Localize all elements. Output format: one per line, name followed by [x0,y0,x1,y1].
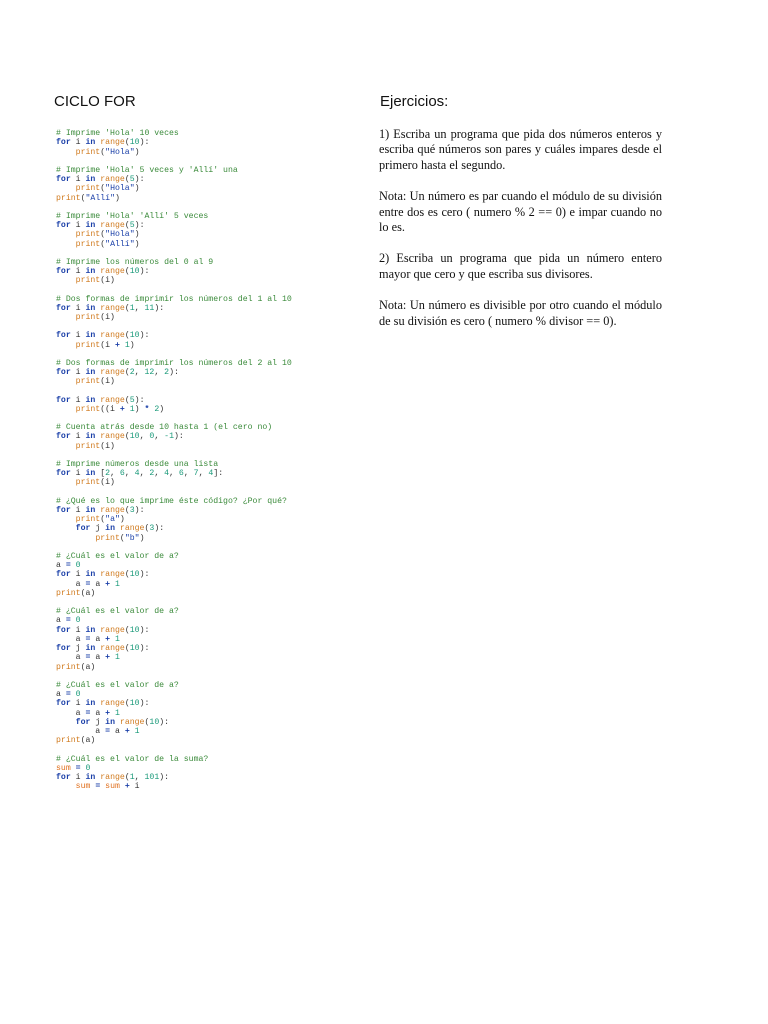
code-line: for i in [2, 6, 4, 2, 4, 6, 7, 4]: [56,469,224,478]
code-line: for i in range(3): [56,505,145,515]
code-line: print(i) [75,276,115,286]
code-line: print(i) [75,478,115,488]
code-line: for i in range(5): [56,175,145,184]
code-line: for i in range(10): [56,699,150,709]
code-line: print("Allí") [75,239,140,249]
code-line: print(i) [75,377,115,387]
code-line: # Imprime los números del 0 al 9 [56,257,214,267]
note-2: Nota: Un número es divisible por otro cuando el módulo de su división es cero ( numero % divisor == 0). [379,298,662,328]
exercise-2: 2) Escriba un programa que pida un número entero mayor que cero y que escriba sus divisores. [379,251,662,281]
code-line: # ¿Cuál es el valor de la suma? [56,754,209,764]
code-line: print("Hola") [75,147,140,157]
code-line: print(a) [56,662,96,672]
code-line: for i in range(5): [56,395,145,405]
code-line: for i in range(10): [56,331,150,341]
code-line: for i in range(10): [56,267,150,276]
code-line: a = 0 [56,561,81,570]
code-line: print("Hola") [75,230,140,240]
code-line: # Imprime 'Hola' 5 veces y 'Allí' una [56,165,238,175]
code-line: # Imprime 'Hola' 10 veces [56,129,179,138]
code-line: print("Hola") [75,184,140,194]
code-line: for i in range(1, 11): [56,303,165,313]
code-line: print((i + 1) * 2) [75,404,165,414]
note-1: Nota: Un número es par cuando el módulo de su división entre dos es cero ( numero % 2 == 0) e impar cuando no lo es. [379,189,662,235]
code-block [56,212,366,249]
code-line: a = a + 1 [56,727,140,736]
code-line: # Cuenta atrás desde 10 hasta 1 (el cero no) [56,423,273,432]
code-line: for j in range(3): [75,524,165,534]
code-line: a = 0 [56,616,81,626]
code-line: print(a) [56,736,96,746]
code-line: print(a) [56,588,96,598]
code-line: # Imprime 'Hola' 'Allí' 5 veces [56,211,209,221]
code-line: print(i + 1) [75,340,135,350]
code-block [56,396,366,415]
code-line: for i in range(10, 0, -1): [56,432,184,442]
code-block [56,166,366,203]
code-block [56,331,366,350]
left-column-title: CICLO FOR [54,93,136,110]
code-block [56,129,366,157]
code-line: for j in range(10): [56,644,150,653]
code-line: a = a + 1 [56,634,120,644]
code-line: print("Allí") [56,193,120,203]
code-block [56,552,366,598]
code-line: # Dos formas de imprimir los números del 1 al 10 [56,294,292,304]
code-block [56,359,366,387]
right-column-title: Ejercicios: [380,93,449,110]
code-line: for i in range(2, 12, 2): [56,368,179,377]
code-line: for i in range(1, 101): [56,773,170,782]
code-block [56,295,366,323]
code-line: for j in range(10): [75,717,170,727]
code-line: # Imprime números desde una lista [56,459,219,469]
code-line: sum = 0 [56,763,91,773]
code-line: print("a") [75,515,125,524]
code-line: a = 0 [56,690,81,699]
code-line: # ¿Cuál es el valor de a? [56,680,179,690]
exercise-1: 1) Escriba un programa que pida dos números enteros y escriba qué números son pares y cuáles impares desde el primero hasta el segundo. [379,127,662,172]
code-line: # ¿Cuál es el valor de a? [56,551,179,561]
code-block [56,607,366,672]
code-line: # ¿Qué es lo que imprime éste código? ¿Por qué? [56,496,287,506]
code-line: print(i) [75,313,115,322]
code-line: print(i) [75,441,115,451]
code-block [56,258,366,286]
code-block [56,681,366,746]
code-block [56,755,366,792]
code-line: for i in range(10): [56,138,150,148]
code-block [56,460,366,488]
exercises-section [379,127,662,345]
code-line: # Dos formas de imprimir los números del 2 al 10 [56,358,292,368]
code-line: a = a + 1 [56,653,120,663]
code-line: print("b") [95,533,145,543]
code-line: for i in range(10): [56,625,150,635]
code-line: a = a + 1 [56,708,120,718]
code-line: for i in range(10): [56,570,150,580]
code-block [56,497,366,543]
code-block [56,423,366,451]
code-line: for i in range(5): [56,221,145,230]
code-line: sum = sum + i [75,782,140,792]
code-line: # ¿Cuál es el valor de a? [56,607,179,616]
code-listing [56,129,366,801]
code-line: a = a + 1 [56,579,120,589]
